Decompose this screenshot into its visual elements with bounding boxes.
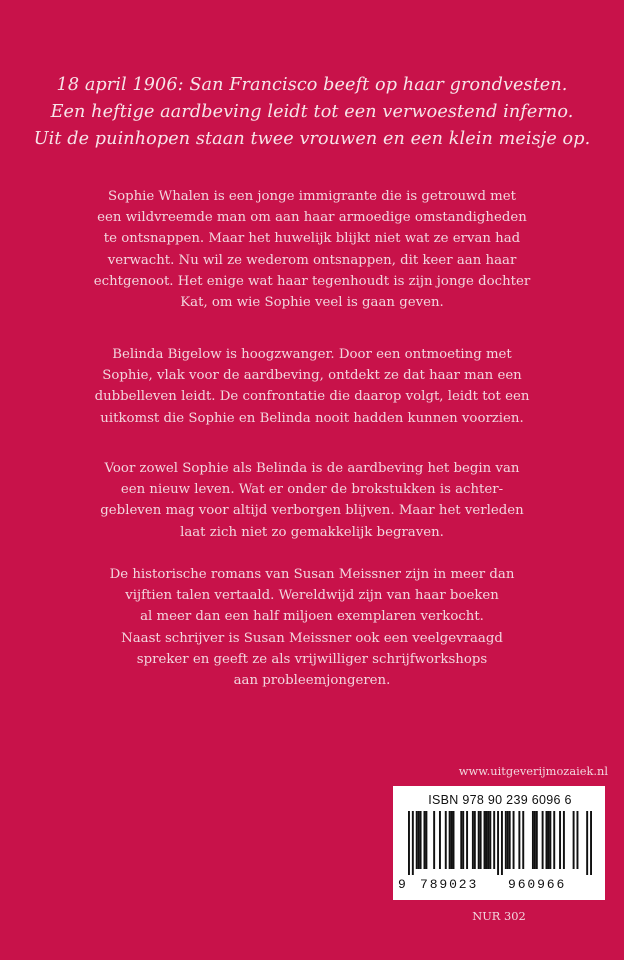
text-line: Sophie Whalen is een jonge immigrante die is getrouwd met <box>107 189 517 204</box>
barcode-bar <box>485 811 487 869</box>
barcode-bar <box>518 811 520 869</box>
tagline-line: Uit de puinhopen staan twee vrouwen en een klein meisje op. <box>33 129 591 149</box>
synopsis-paragraph-sophie <box>0 186 624 313</box>
barcode-bar <box>573 811 575 869</box>
text-line: gebleven mag voor altijd verborgen blijven. Maar het verleden <box>100 503 524 519</box>
text-line: al meer dan een half miljoen exemplaren verkocht. <box>140 609 484 625</box>
barcode-bar <box>466 811 468 869</box>
ean-first-digit: 9 <box>398 877 406 892</box>
text-line: een nieuw leven. Wat er onder de brokstukken is achter- <box>120 482 504 498</box>
barcode-bar <box>423 811 425 869</box>
barcode-bar <box>480 811 482 869</box>
text-line: Kat, om wie Sophie veel is gaan geven. <box>180 295 444 311</box>
barcode-bar <box>460 811 462 869</box>
barcode-bar <box>462 811 464 869</box>
tagline-line: Een heftige aardbeving leidt tot een verwoestend inferno. <box>50 102 574 122</box>
text-line: Belinda Bigelow is hoogzwanger. Door een ontmoeting met <box>112 347 512 362</box>
barcode-bar <box>445 811 447 869</box>
barcode-bar <box>559 811 561 869</box>
barcode-guard-bar <box>586 811 588 875</box>
barcode-bar <box>474 811 476 869</box>
text-line: vijftien talen vertaald. Wereldwijd zijn van haar boeken <box>125 588 499 604</box>
barcode-bars <box>408 811 592 875</box>
barcode-bar <box>489 811 491 869</box>
barcode-bar <box>542 811 544 869</box>
barcode-bar <box>425 811 427 869</box>
text-line: Voor zowel Sophie als Belinda is de aardbeving het begin van <box>104 461 520 476</box>
tagline-line: 18 april 1906: San Francisco beeft op haar grondvesten. <box>56 75 568 95</box>
text-line: laat zich niet zo gemakkelijk begraven. <box>180 524 444 540</box>
barcode-bar <box>472 811 474 869</box>
text-line: echtgenoot. Het enige wat haar tegenhoudt is zijn jonge dochter <box>93 273 531 289</box>
barcode-bar <box>487 811 489 869</box>
barcode-guard-bar <box>497 811 499 875</box>
barcode-guard-bar <box>590 811 592 875</box>
ean-right-digits: 960966 <box>508 877 567 892</box>
barcode-guard-bar <box>412 811 414 875</box>
barcode-bar <box>577 811 579 869</box>
barcode-bar <box>546 811 548 869</box>
barcode-bar <box>549 811 551 869</box>
barcode-bar <box>484 811 486 869</box>
barcode-bar <box>451 811 453 869</box>
barcode-bar <box>513 811 515 869</box>
barcode-bar <box>493 811 495 869</box>
nur-code: NUR 302 <box>472 909 526 923</box>
synopsis-paragraph-new-life <box>0 458 624 543</box>
barcode-bar <box>420 811 422 869</box>
text-line: Naast schrijver is Susan Meissner ook een veelgevraagd <box>121 630 503 646</box>
barcode-guard-bar <box>501 811 503 875</box>
barcode-bar <box>509 811 511 869</box>
text-line: een wildvreemde man om aan haar armoedige omstandigheden <box>97 210 527 226</box>
barcode-bar <box>553 811 555 869</box>
text-line: dubbelleven leidt. De confrontatie die daarop volgt, leidt tot een <box>94 389 530 405</box>
barcode-bar <box>547 811 549 869</box>
text-line: spreker en geeft ze als vrijwilliger schrijfworkshops <box>136 651 488 667</box>
synopsis-paragraph-belinda <box>0 344 624 429</box>
barcode-bar <box>439 811 441 869</box>
text-line: uitkomst die Sophie en Belinda nooit hadden kunnen voorzien. <box>100 410 524 426</box>
barcode-bar <box>453 811 455 869</box>
isbn-label: ISBN 978 90 239 6096 6 <box>428 793 572 807</box>
text-line: De historische romans van Susan Meissner zijn in meer dan <box>109 567 515 582</box>
isbn-barcode <box>393 786 605 900</box>
text-line: aan probleemjongeren. <box>233 673 391 689</box>
ean-left-digits: 789023 <box>420 877 479 892</box>
barcode-bar <box>433 811 435 869</box>
author-paragraph <box>0 564 624 691</box>
barcode-bar <box>507 811 509 869</box>
barcode-bar <box>522 811 524 869</box>
barcode-bar <box>563 811 565 869</box>
barcode-guard-bar <box>408 811 410 875</box>
barcode-bar <box>416 811 418 869</box>
text-line: Sophie, vlak voor de aardbeving, ontdekt ze dat haar man een <box>102 368 522 384</box>
barcode-bar <box>478 811 480 869</box>
barcode-bar <box>534 811 536 869</box>
text-line: verwacht. Nu wil ze wederom ontsnappen, dit keer aan haar <box>107 252 517 268</box>
barcode-bar <box>505 811 507 869</box>
barcode-bar <box>449 811 451 869</box>
barcode-bar <box>418 811 420 869</box>
barcode-bar <box>532 811 534 869</box>
tagline <box>0 72 624 153</box>
barcode-bar <box>536 811 538 869</box>
text-line: te ontsnappen. Maar het huwelijk blijkt niet wat ze ervan had <box>103 231 521 247</box>
publisher-website: www.uitgeverijmozaiek.nl <box>458 764 608 778</box>
